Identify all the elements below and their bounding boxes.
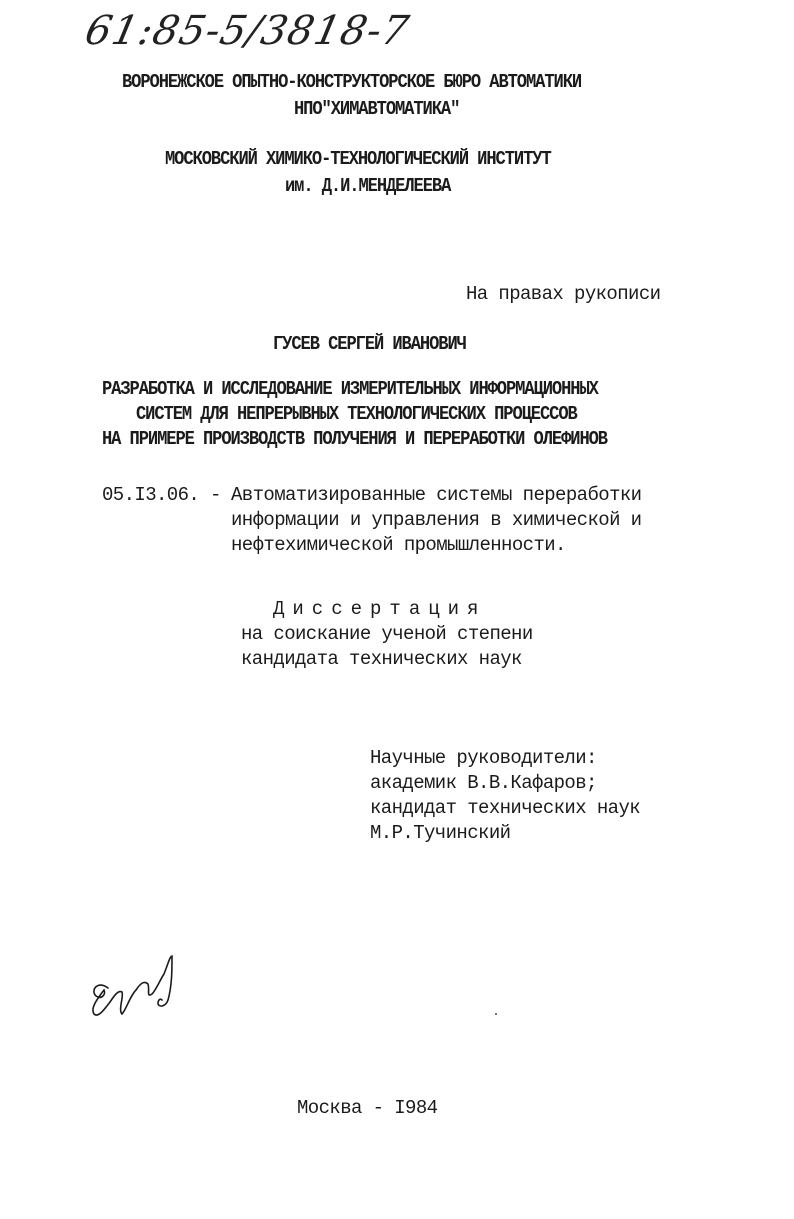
accession-stamp: 61:85-5/3818-7 [81, 8, 414, 54]
author-name: ГУСЕВ СЕРГЕЙ ИВАНОВИЧ [273, 333, 466, 355]
degree-line-1: на соискание ученой степени [241, 623, 533, 645]
org-2-line-1: МОСКОВСКИЙ ХИМИКО-ТЕХНОЛОГИЧЕСКИЙ ИНСТИТУТ [165, 148, 551, 170]
title-line-2: СИСТЕМ ДЛЯ НЕПРЕРЫВНЫХ ТЕХНОЛОГИЧЕСКИХ ПРОЦЕССОВ [136, 403, 577, 425]
specialty-line-3: нефтехимической промышленности. [231, 534, 566, 556]
supervisor-line-3: М.Р.Тучинский [370, 822, 511, 844]
degree-line-2: кандидата технических наук [241, 648, 522, 670]
specialty-line-1: Автоматизированные системы переработки [231, 484, 642, 506]
place-year: Москва - I984 [297, 1097, 438, 1119]
org-1-line-1: ВОРОНЕЖСКОЕ ОПЫТНО-КОНСТРУКТОРСКОЕ БЮРО АВТОМАТИКИ [122, 71, 582, 93]
specialty-code: 05.I3.06. - [102, 484, 221, 506]
org-2-line-2: им. Д.И.МЕНДЕЛЕЕВА [285, 175, 451, 197]
paper-speck [495, 1013, 497, 1015]
specialty-line-2: информации и управления в химической и [231, 509, 642, 531]
supervisors-label: Научные руководители: [370, 747, 597, 769]
org-1-line-2: НПО"ХИМАВТОМАТИКА" [294, 98, 460, 120]
title-line-3: НА ПРИМЕРЕ ПРОИЗВОДСТВ ПОЛУЧЕНИЯ И ПЕРЕРАБОТКИ ОЛЕФИНОВ [102, 428, 607, 450]
supervisor-line-1: академик В.В.Кафаров; [370, 772, 597, 794]
degree-heading: Диссертация [273, 598, 487, 620]
manuscript-rights: На правах рукописи [466, 283, 661, 305]
supervisor-line-2: кандидат технических наук [370, 797, 641, 819]
handwritten-signature-icon [88, 950, 188, 1020]
title-line-1: РАЗРАБОТКА И ИССЛЕДОВАНИЕ ИЗМЕРИТЕЛЬНЫХ ИНФОРМАЦИОННЫХ [102, 378, 598, 400]
